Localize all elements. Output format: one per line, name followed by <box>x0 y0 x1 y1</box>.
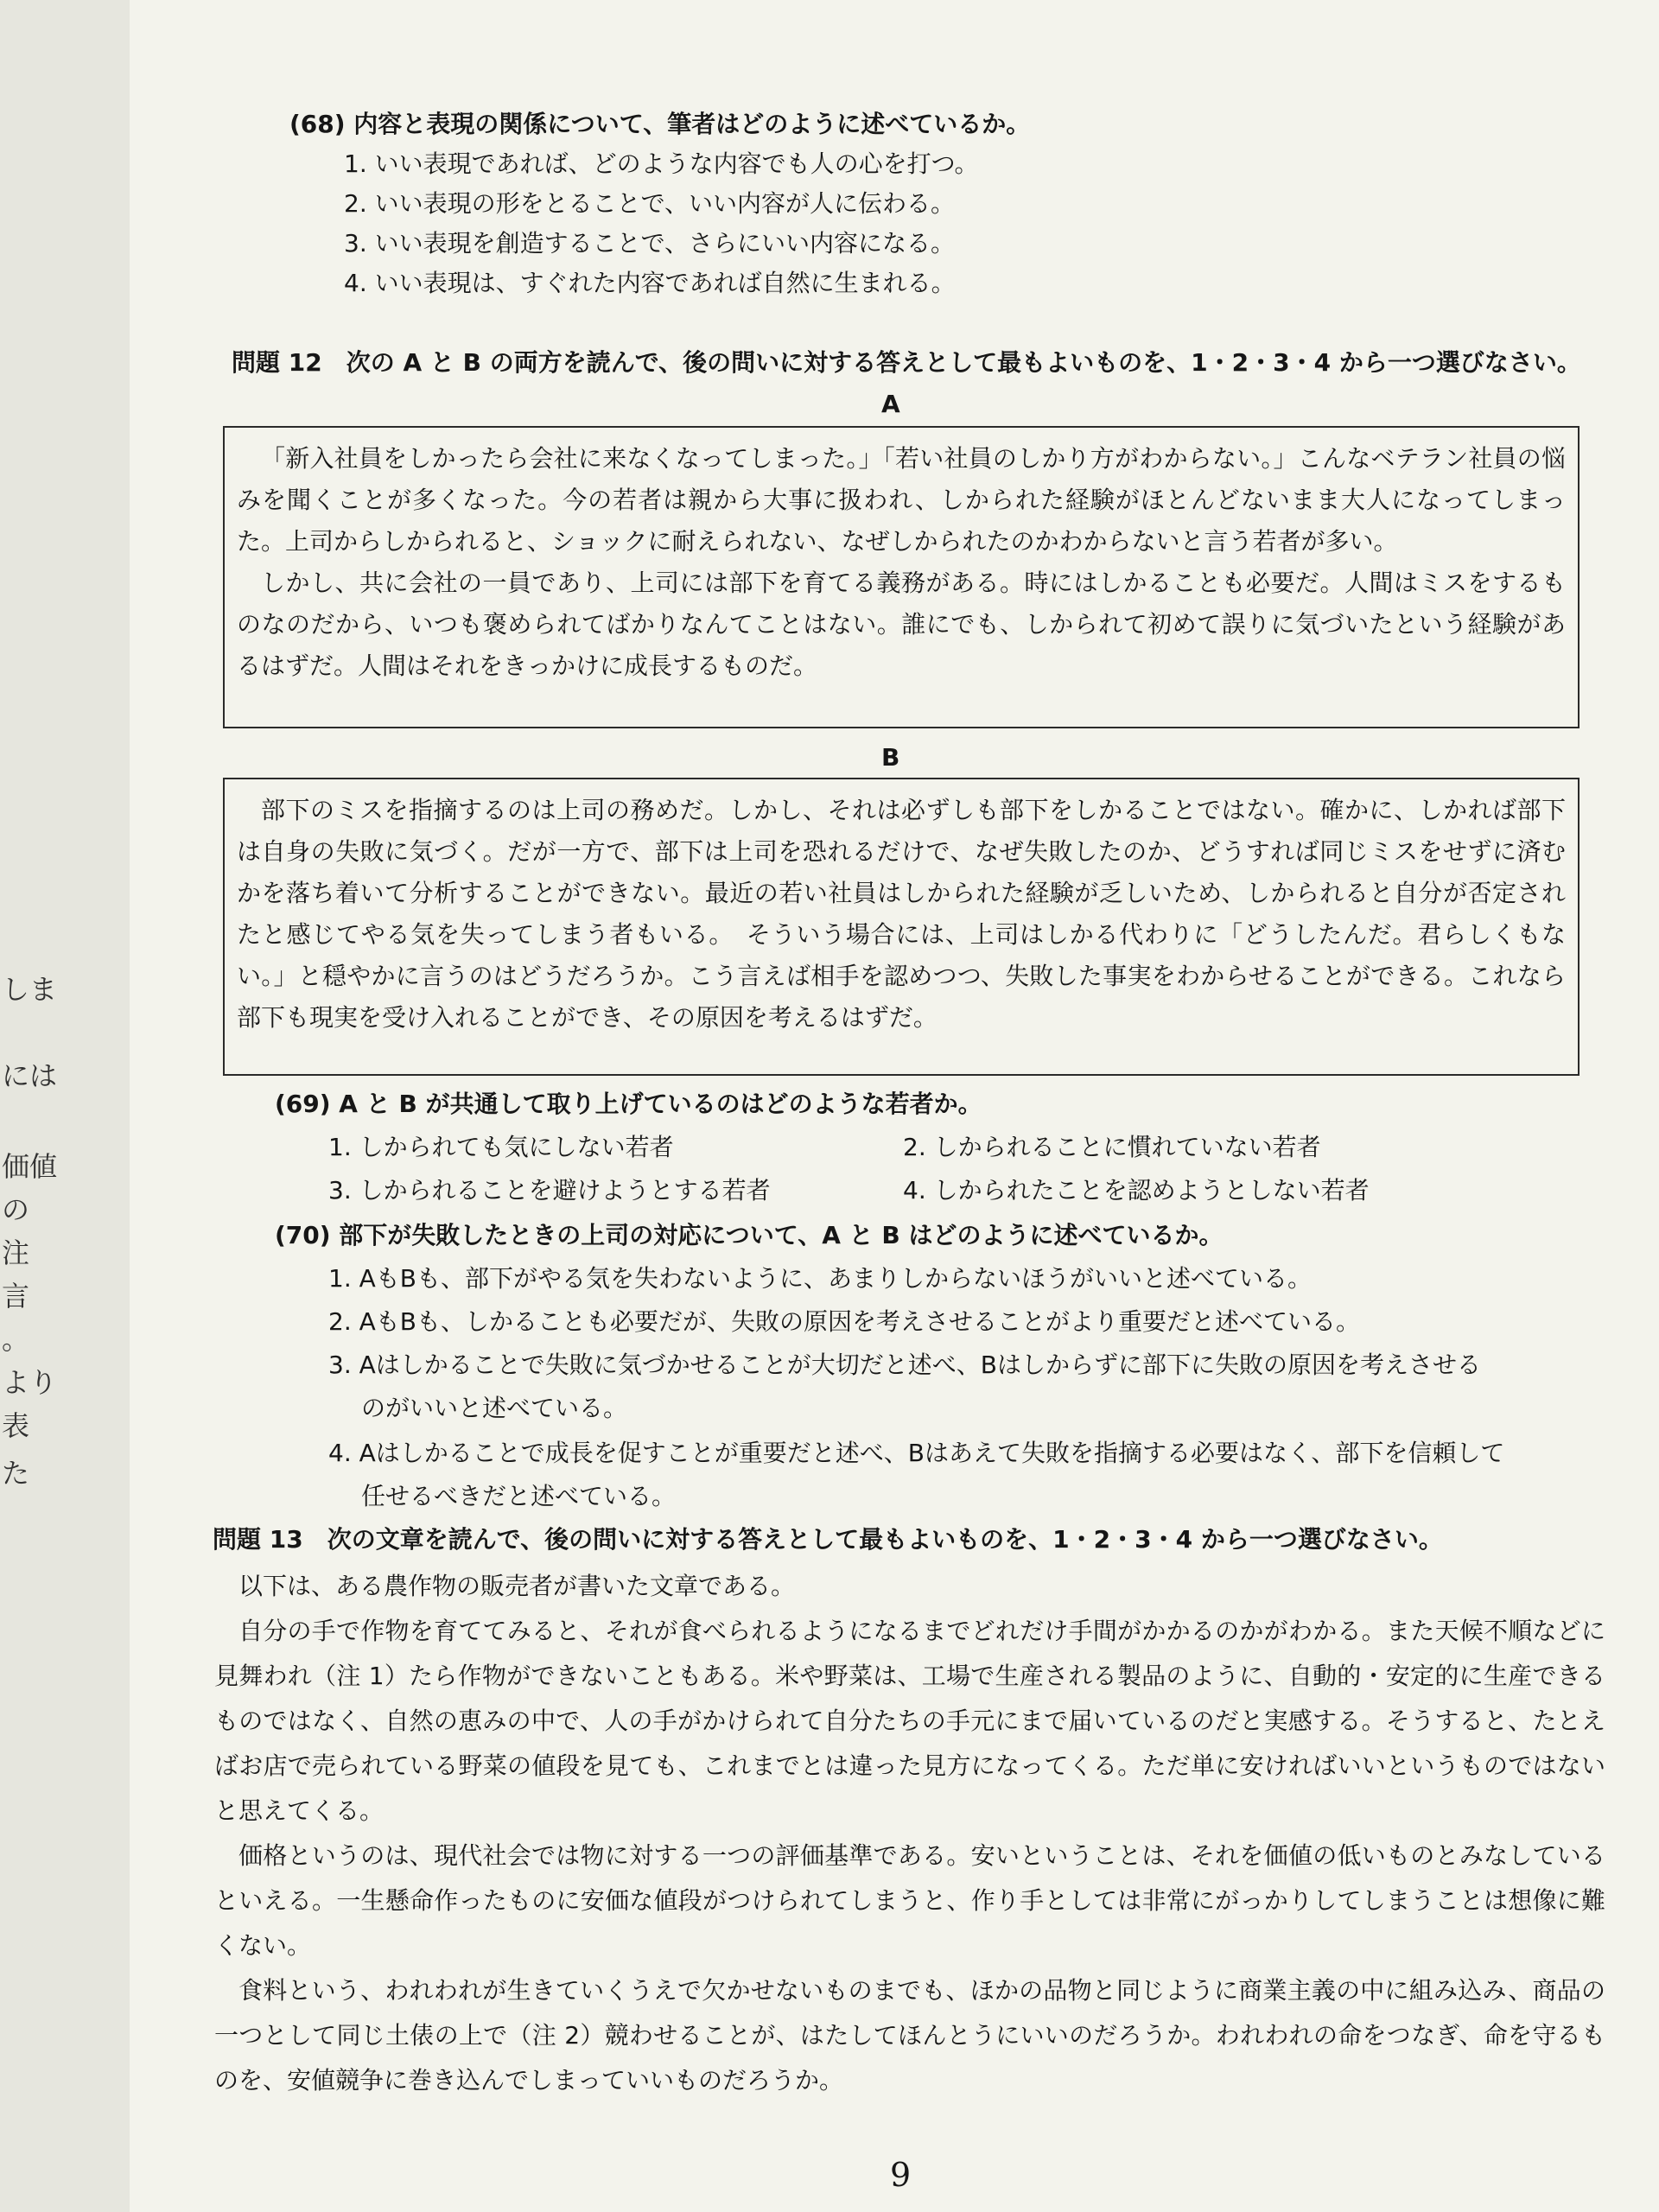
question-69-title: (69) A と B が共通して取り上げているのはどのような若者か。 <box>275 1090 982 1118</box>
passage-b-label: B <box>881 743 900 772</box>
question-68-option-4: 4. いい表現は、すぐれた内容であれば自然に生まれる。 <box>344 269 956 297</box>
edge-text: には <box>2 1059 58 1092</box>
edge-text: 表 <box>2 1409 30 1442</box>
passage-paragraph: 食料という、われわれが生きていくうえで欠かせないものまでも、ほかの品物と同じように商業主義の中に組み込み、商品の一つとして同じ土俵の上で（注 2）競わせることが、はたしてほんとうにいいのだろうか。われわれの命をつなぎ、命を守るものを、安値競争に巻き込んでしまっていいものだろうか。 <box>214 1976 1605 2094</box>
edge-text: た <box>2 1457 30 1490</box>
question-68-option-1: 1. いい表現であれば、どのような内容でも人の心を打つ。 <box>344 149 979 178</box>
question-70-option-3-cont: のがいいと述べている。 <box>361 1394 628 1422</box>
mondai-12-heading: 問題 12 次の A と B の両方を読んで、後の問いに対する答えとして最もよいものを、1・2・3・4 から一つ選びなさい。 <box>232 348 1581 377</box>
edge-text: の <box>2 1193 30 1226</box>
mondai-13-heading: 問題 13 次の文章を読んで、後の問いに対する答えとして最もよいものを、1・2・3・4 から一つ選びなさい。 <box>213 1525 1443 1554</box>
question-68-title: (68) 内容と表現の関係について、筆者はどのように述べているか。 <box>289 110 1031 138</box>
question-69-option-2: 2. しかられることに慣れていない若者 <box>903 1133 1321 1161</box>
passage-intro: 以下は、ある農作物の販売者が書いた文章である。 <box>238 1572 796 1600</box>
page-number: 9 <box>890 2156 912 2194</box>
mondai-13-passage <box>214 1564 1605 2103</box>
question-70-option-2: 2. AもBも、しかることも必要だが、失敗の原因を考えさせることがより重要だと述べている。 <box>328 1307 1360 1336</box>
passage-b-box <box>223 778 1580 1076</box>
edge-text: より <box>2 1366 58 1399</box>
passage-a-box <box>223 426 1580 728</box>
passage-paragraph: 価格というのは、現代社会では物に対する一つの評価基準である。安いということは、それを価値の低いものとみなしているといえる。一生懸命作ったものに安価な値段がつけられてしまうと、作り手としては非常にがっかりしてしまうことは想像に難くない。 <box>214 1841 1605 1960</box>
edge-text: 注 <box>2 1236 30 1269</box>
previous-page-edge <box>0 0 130 2212</box>
edge-text: 。 <box>2 1323 30 1356</box>
passage-b-paragraph: 部下のミスを指摘するのは上司の務めだ。しかし、それは必ずしも部下をしかることではない。確かに、しかれば部下は自身の失敗に気づく。だが一方で、部下は上司を恐れるだけで、なぜ失敗したのか、どうすれば同じミスをせずに済むかを落ち着いて分析することができない。最近の若い社員はしかられた経験が乏しいため、しかられると自分が否定されたと感じてやる気を失ってしまう者もいる。 そういう場合には、上司はしかる代わりに「どうしたんだ。君らしくもない。」と穏やかに言うのはどうだろうか。こう言えば相手を認めつつ、失敗した事実をわからせることができる。これなら部下も現実を受け入れることができ、その原因を考えるはずだ。 <box>237 796 1566 1032</box>
question-70-option-4-cont: 任せるべきだと述べている。 <box>361 1482 677 1510</box>
passage-a-paragraph: しかし、共に会社の一員であり、上司には部下を育てる義務がある。時にはしかることも必要だ。人間はミスをするものなのだから、いつも褒められてばかりなんてことはない。誰にでも、しかられて初めて誤りに気づいたという経験があるはずだ。人間はそれをきっかけに成長するものだ。 <box>237 569 1566 680</box>
question-68-option-2: 2. いい表現の形をとることで、いい内容が人に伝わる。 <box>344 189 956 218</box>
question-69-option-1: 1. しかられても気にしない若者 <box>328 1133 674 1161</box>
question-69-option-3: 3. しかられることを避けようとする若者 <box>328 1176 771 1205</box>
question-70-option-1: 1. AもBも、部下がやる気を失わないように、あまりしからないほうがいいと述べている。 <box>328 1264 1312 1293</box>
question-70-option-4: 4. Aはしかることで成長を促すことが重要だと述べ、Bはあえて失敗を指摘する必要はなく、部下を信頼して <box>328 1439 1505 1467</box>
edge-text: 価値 <box>2 1150 58 1183</box>
edge-text: しま <box>2 973 58 1006</box>
passage-a-paragraph: 「新入社員をしかったら会社に来なくなってしまった。」「若い社員のしかり方がわからない。」こんなベテラン社員の悩みを聞くことが多くなった。今の若者は親から大事に扱われ、しかられた経験がほとんどないまま大人になってしまった。上司からしかられると、ショックに耐えられない、なぜしかられたのかわからないと言う若者が多い。 <box>237 444 1566 556</box>
question-68-option-3: 3. いい表現を創造することで、さらにいい内容になる。 <box>344 229 956 257</box>
edge-text: 言 <box>2 1280 30 1313</box>
passage-a-label: A <box>881 390 900 418</box>
question-70-title: (70) 部下が失敗したときの上司の対応について、A と B はどのように述べているか。 <box>275 1221 1224 1249</box>
passage-paragraph: 自分の手で作物を育ててみると、それが食べられるようになるまでどれだけ手間がかかるのかがわかる。また天候不順などに見舞われ（注 1）たら作物ができないこともある。米や野菜は、工場で生産される製品のように、自動的・安定的に生産できるものではなく、自然の恵みの中で、人の手がかけられて自分たちの手元にまで届いているのだと実感する。そうすると、たとえばお店で売られている野菜の値段を見ても、これまでとは違った見方になってくる。ただ単に安ければいいというものではないと思えてくる。 <box>214 1617 1605 1825</box>
question-69-option-4: 4. しかられたことを認めようとしない若者 <box>903 1176 1370 1205</box>
question-70-option-3: 3. Aはしかることで失敗に気づかせることが大切だと述べ、Bはしからずに部下に失敗の原因を考えさせる <box>328 1351 1481 1379</box>
